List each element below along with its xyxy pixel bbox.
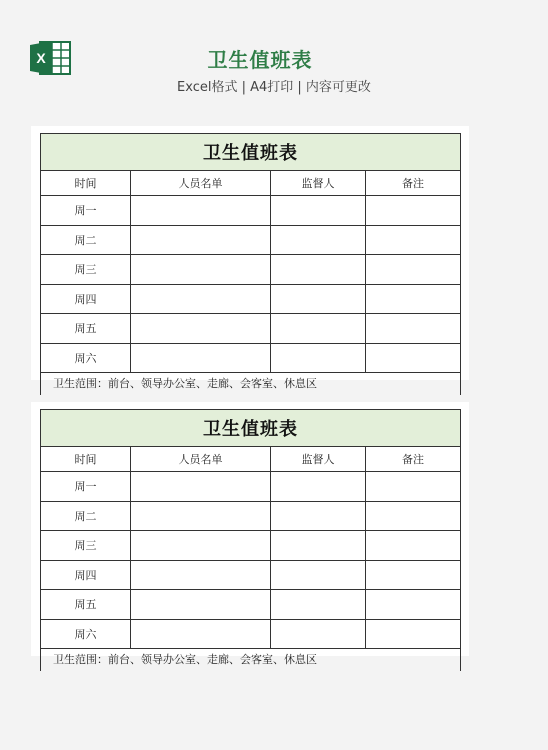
supervisor-cell[interactable]: [271, 314, 366, 344]
page-subtitle: Excel格式 | A4打印 | 内容可更改: [177, 80, 371, 95]
supervisor-cell[interactable]: [271, 560, 366, 590]
notes-cell[interactable]: [366, 619, 461, 649]
staff-cell[interactable]: [131, 196, 271, 226]
staff-cell[interactable]: [131, 255, 271, 285]
table-row: [41, 501, 461, 531]
day-cell: 周五: [41, 590, 131, 620]
column-header-notes: 备注: [366, 447, 461, 472]
column-header-staff: 人员名单: [131, 447, 271, 472]
staff-cell[interactable]: [131, 284, 271, 314]
table-row: [41, 225, 461, 255]
table-row: [41, 284, 461, 314]
day-cell: 周二: [41, 501, 131, 531]
table-row: [41, 560, 461, 590]
day-cell: 周六: [41, 343, 131, 373]
table-footer-row: [41, 373, 461, 396]
supervisor-cell[interactable]: [271, 284, 366, 314]
page-title: 卫生值班表: [207, 48, 313, 72]
supervisor-cell[interactable]: [271, 472, 366, 502]
day-cell: 周五: [41, 314, 131, 344]
notes-cell[interactable]: [366, 343, 461, 373]
table-row: [41, 619, 461, 649]
notes-cell[interactable]: [366, 196, 461, 226]
table-row: [41, 590, 461, 620]
staff-cell[interactable]: [131, 225, 271, 255]
cleaning-scope-note: 卫生范围：前台、领导办公室、走廊、会客室、休息区: [41, 373, 461, 396]
notes-cell[interactable]: [366, 314, 461, 344]
day-cell: 周三: [41, 531, 131, 561]
notes-cell[interactable]: [366, 560, 461, 590]
staff-cell[interactable]: [131, 590, 271, 620]
supervisor-cell[interactable]: [271, 343, 366, 373]
supervisor-cell[interactable]: [271, 501, 366, 531]
day-cell: 周一: [41, 472, 131, 502]
duty-table: [40, 409, 461, 671]
table-header-row: [41, 171, 461, 196]
table-row: [41, 531, 461, 561]
staff-cell[interactable]: [131, 619, 271, 649]
column-header-time: 时间: [41, 171, 131, 196]
column-header-supervisor: 监督人: [271, 447, 366, 472]
notes-cell[interactable]: [366, 225, 461, 255]
notes-cell[interactable]: [366, 501, 461, 531]
day-cell: 周六: [41, 619, 131, 649]
page-header: [0, 0, 500, 110]
table-row: [41, 255, 461, 285]
staff-cell[interactable]: [131, 531, 271, 561]
duty-sheet-preview-1: [31, 126, 469, 390]
column-header-notes: 备注: [366, 171, 461, 196]
column-header-time: 时间: [41, 447, 131, 472]
staff-cell[interactable]: [131, 501, 271, 531]
excel-logo-letter: X: [36, 50, 46, 66]
table-row: [41, 314, 461, 344]
day-cell: 周二: [41, 225, 131, 255]
column-header-staff: 人员名单: [131, 171, 271, 196]
cleaning-scope-note: 卫生范围：前台、领导办公室、走廊、会客室、休息区: [41, 649, 461, 672]
day-cell: 周四: [41, 284, 131, 314]
staff-cell[interactable]: [131, 560, 271, 590]
table-caption: 卫生值班表: [41, 134, 461, 171]
staff-cell[interactable]: [131, 314, 271, 344]
supervisor-cell[interactable]: [271, 196, 366, 226]
notes-cell[interactable]: [366, 255, 461, 285]
day-cell: 周四: [41, 560, 131, 590]
duty-sheet-preview-2: [31, 402, 469, 666]
notes-cell[interactable]: [366, 284, 461, 314]
table-row: [41, 472, 461, 502]
column-header-supervisor: 监督人: [271, 171, 366, 196]
table-caption: 卫生值班表: [41, 410, 461, 447]
duty-table: [40, 133, 461, 395]
notes-cell[interactable]: [366, 590, 461, 620]
day-cell: 周一: [41, 196, 131, 226]
table-row: [41, 196, 461, 226]
notes-cell[interactable]: [366, 531, 461, 561]
supervisor-cell[interactable]: [271, 225, 366, 255]
staff-cell[interactable]: [131, 472, 271, 502]
notes-cell[interactable]: [366, 472, 461, 502]
supervisor-cell[interactable]: [271, 255, 366, 285]
supervisor-cell[interactable]: [271, 590, 366, 620]
supervisor-cell[interactable]: [271, 619, 366, 649]
supervisor-cell[interactable]: [271, 531, 366, 561]
table-footer-row: [41, 649, 461, 672]
staff-cell[interactable]: [131, 343, 271, 373]
table-row: [41, 343, 461, 373]
day-cell: 周三: [41, 255, 131, 285]
table-header-row: [41, 447, 461, 472]
